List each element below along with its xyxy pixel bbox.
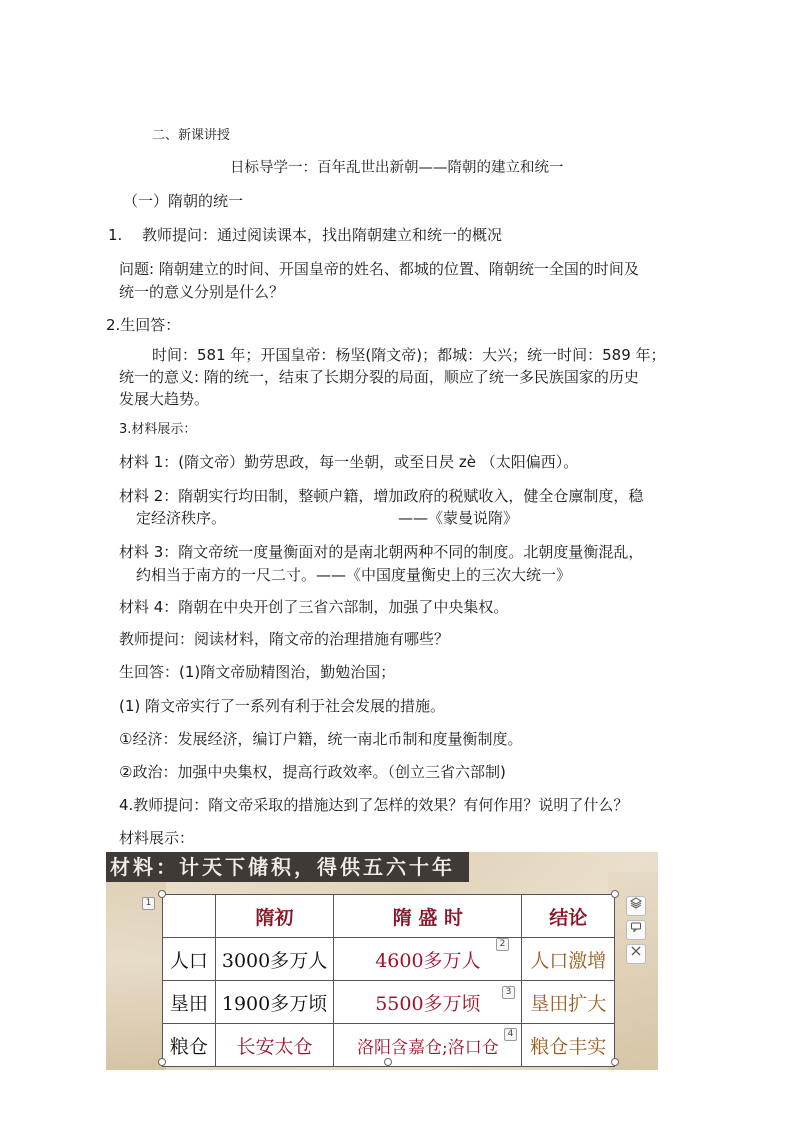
table-row (163, 981, 615, 1024)
row-label: 粮仓 (163, 1024, 216, 1067)
row-label: 人口 (163, 938, 216, 981)
material-3: 材料 3：隋文帝统一度量衡面对的是南北朝两种不同的制度。北朝度量衡混乱， (119, 543, 644, 561)
measures-intro: (1) 隋文帝实行了一系列有利于社会发展的措施。 (119, 697, 446, 715)
sui-statistics-table (162, 894, 615, 1067)
table-cell: 粮仓丰实 (522, 1024, 615, 1067)
teacher-question-1: 教师提问：通过阅读课本，找出隋朝建立和统一的概况 (142, 226, 503, 244)
subsection-heading: （一）隋朝的统一 (123, 192, 244, 210)
resize-handle[interactable] (158, 1058, 166, 1066)
material-3-cont: 约相当于南方的一尺二寸。——《中国度量衡史上的三次大统一》 (136, 566, 572, 584)
comment-icon[interactable] (626, 920, 646, 940)
table-cell: 3000多万人 (215, 938, 334, 981)
objective-title: 日标导学一：百年乱世出新朝——隋朝的建立和统一 (230, 160, 564, 176)
item-number-1: 1. (108, 226, 123, 244)
row-label: 垦田 (163, 981, 216, 1024)
table-cell: 1900多万顷 (215, 981, 334, 1024)
student-answer-2: 生回答：(1)隋文帝励精图治，勤勉治国； (119, 663, 396, 681)
student-answer-heading: 2.生回答： (106, 316, 181, 334)
material-2: 材料 2：隋朝实行均田制，整顿户籍，增加政府的税赋收入，健全仓廪制度，稳 (119, 487, 644, 505)
material-image[interactable] (106, 852, 658, 1070)
table-cell: 垦田扩大 (522, 981, 615, 1024)
material-display-label: 材料展示： (119, 829, 195, 847)
table-row (163, 938, 615, 981)
table-cell: 人口激增 (522, 938, 615, 981)
tools-icon[interactable] (626, 944, 646, 964)
answer-significance: 统一的意义: 隋的统一，结束了长期分裂的局面，顺应了统一多民族国家的历史 (119, 368, 639, 386)
material-2-cont: 定经济秩序。 (136, 509, 227, 527)
measure-economy: ①经济：发展经济，编订户籍，统一南北币制和度量衡制度。 (119, 730, 523, 748)
answer-facts: 时间：581 年；开国皇帝：杨坚(隋文帝)；都城：大兴；统一时间：589 年； (152, 346, 666, 364)
header-cell: 隋 盛 时 (334, 895, 522, 938)
section-heading: 二、新课讲授 (152, 128, 231, 143)
anchor-tag-1: 1 (142, 897, 155, 910)
table-cell: 4600多万人 (334, 938, 522, 981)
table-cell: 5500多万顷 (334, 981, 522, 1024)
material-banner: 材料：计天下储积，得供五六十年 (106, 852, 469, 882)
material-4: 材料 4：隋朝在中央开创了三省六部制，加强了中央集权。 (119, 598, 509, 616)
question-text-1: 问题: 隋朝建立的时间、开国皇帝的姓名、都城的位置、隋朝统一全国的时间及 (119, 260, 639, 278)
measure-politics: ②政治：加强中央集权，提高行政效率。（创立三省六部制) (119, 763, 506, 781)
material-heading: 3.材料展示： (119, 422, 197, 437)
layers-icon[interactable] (626, 896, 646, 916)
resize-handle[interactable] (611, 1058, 619, 1066)
answer-significance-cont: 发展大趋势。 (119, 390, 210, 408)
anchor-tag-4: 4 (504, 1028, 517, 1041)
table-cell: 长安太仓 (215, 1024, 334, 1067)
material-2-source: ——《蒙曼说隋》 (398, 509, 519, 527)
table-cell: 洛阳含嘉仓;洛口仓 (334, 1024, 522, 1067)
anchor-tag-3: 3 (502, 986, 515, 999)
header-cell: 结论 (522, 895, 615, 938)
question-text-2: 统一的意义分别是什么？ (119, 283, 285, 301)
teacher-question-3: 4.教师提问：隋文帝采取的措施达到了怎样的效果？有何作用？说明了什么？ (119, 796, 629, 814)
material-1: 材料 1：(隋文帝）勤劳思政，每一坐朝，或至日昃 zè （太阳偏西）。 (119, 453, 579, 471)
resize-handle[interactable] (384, 1058, 392, 1066)
header-cell: 隋初 (215, 895, 334, 938)
resize-handle[interactable] (611, 890, 619, 898)
table-header-row (163, 895, 615, 938)
teacher-question-2: 教师提问：阅读材料，隋文帝的治理措施有哪些？ (119, 630, 450, 648)
resize-handle[interactable] (158, 890, 166, 898)
anchor-tag-2: 2 (496, 938, 509, 951)
header-cell (163, 895, 216, 938)
